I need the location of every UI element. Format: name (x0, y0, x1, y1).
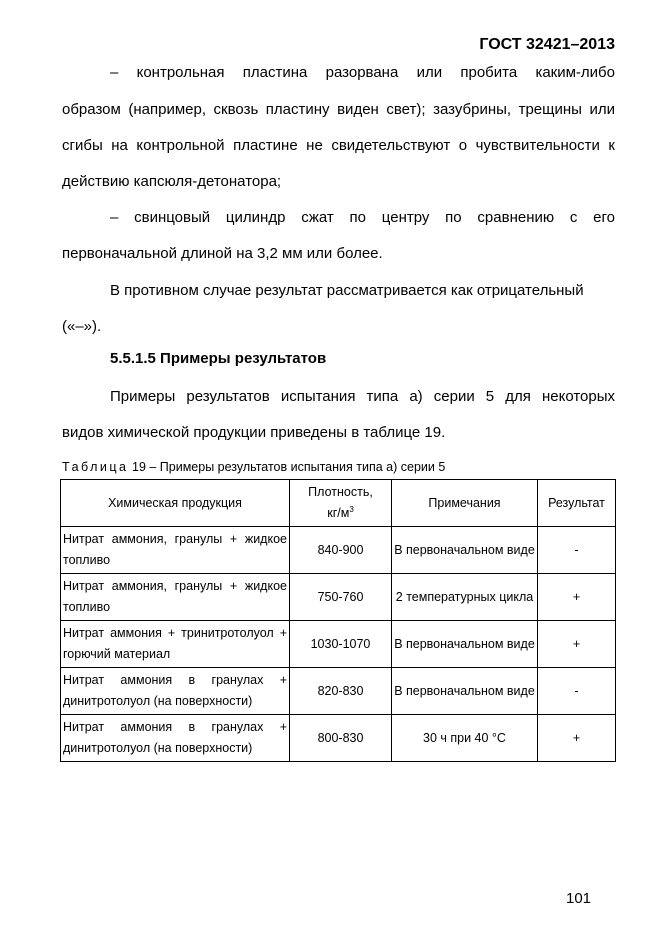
document-header: ГОСТ 32421–2013 (479, 36, 615, 53)
cell-result: - (538, 668, 616, 715)
cell-notes: 2 температурных цикла (392, 574, 538, 621)
paragraph-line: образом (например, сквозь пластину виден свет); зазубрины, трещины или (62, 101, 615, 118)
cell-product: Нитрат аммония в гранулах + динитротолуол (на поверхности) (61, 715, 290, 762)
cell-notes: 30 ч при 40 °С (392, 715, 538, 762)
paragraph-line: видов химической продукции приведены в таблице 19. (62, 424, 446, 441)
table-caption-title: 19 – Примеры результатов испытания типа а) серии 5 (128, 460, 446, 474)
table-row (61, 668, 616, 715)
cell-density: 840-900 (290, 527, 392, 574)
cell-density: 820-830 (290, 668, 392, 715)
cell-product: Нитрат аммония, гранулы + жидкое топливо (61, 574, 290, 621)
header-notes: Примечания (392, 480, 538, 527)
cell-result: + (538, 715, 616, 762)
paragraph-line: первоначальной длиной на 3,2 мм или более. (62, 245, 383, 262)
header-density-exponent: 3 (349, 504, 354, 514)
cell-density: 800-830 (290, 715, 392, 762)
table-caption-label: Таблица (62, 460, 129, 474)
table-caption (62, 460, 445, 474)
header-density-label: Плотность, (308, 485, 373, 499)
cell-notes: В первоначальном виде (392, 527, 538, 574)
paragraph-line: В противном случае результат рассматривается как отрицательный (110, 282, 584, 299)
paragraph-line: («–»). (62, 318, 102, 335)
cell-result: - (538, 527, 616, 574)
cell-notes: В первоначальном виде (392, 621, 538, 668)
page-number: 101 (566, 890, 592, 907)
results-table (60, 479, 616, 762)
paragraph-line: действию капсюля-детонатора; (62, 173, 282, 190)
section-heading: 5.5.1.5 Примеры результатов (110, 350, 327, 367)
table-row (61, 621, 616, 668)
cell-result: + (538, 621, 616, 668)
cell-notes: В первоначальном виде (392, 668, 538, 715)
paragraph-line: – контрольная пластина разорвана или пробита каким-либо (110, 64, 615, 81)
paragraph-line: Примеры результатов испытания типа а) серии 5 для некоторых (110, 388, 615, 405)
table-row (61, 527, 616, 574)
header-result: Результат (538, 480, 616, 527)
header-density-unit: кг/м (327, 506, 350, 520)
paragraph-line: сгибы на контрольной пластине не свидетельствуют о чувствительности к (62, 137, 615, 154)
table-header-row (61, 480, 616, 527)
cell-product: Нитрат аммония + тринитротолуол + горючий материал (61, 621, 290, 668)
cell-density: 750-760 (290, 574, 392, 621)
table-row (61, 715, 616, 762)
cell-product: Нитрат аммония в гранулах + динитротолуол (на поверхности) (61, 668, 290, 715)
cell-result: + (538, 574, 616, 621)
cell-product: Нитрат аммония, гранулы + жидкое топливо (61, 527, 290, 574)
paragraph-line: – свинцовый цилиндр сжат по центру по сравнению с его (110, 209, 615, 226)
header-product: Химическая продукция (61, 480, 290, 527)
table-row (61, 574, 616, 621)
cell-density: 1030-1070 (290, 621, 392, 668)
header-density (290, 480, 392, 527)
